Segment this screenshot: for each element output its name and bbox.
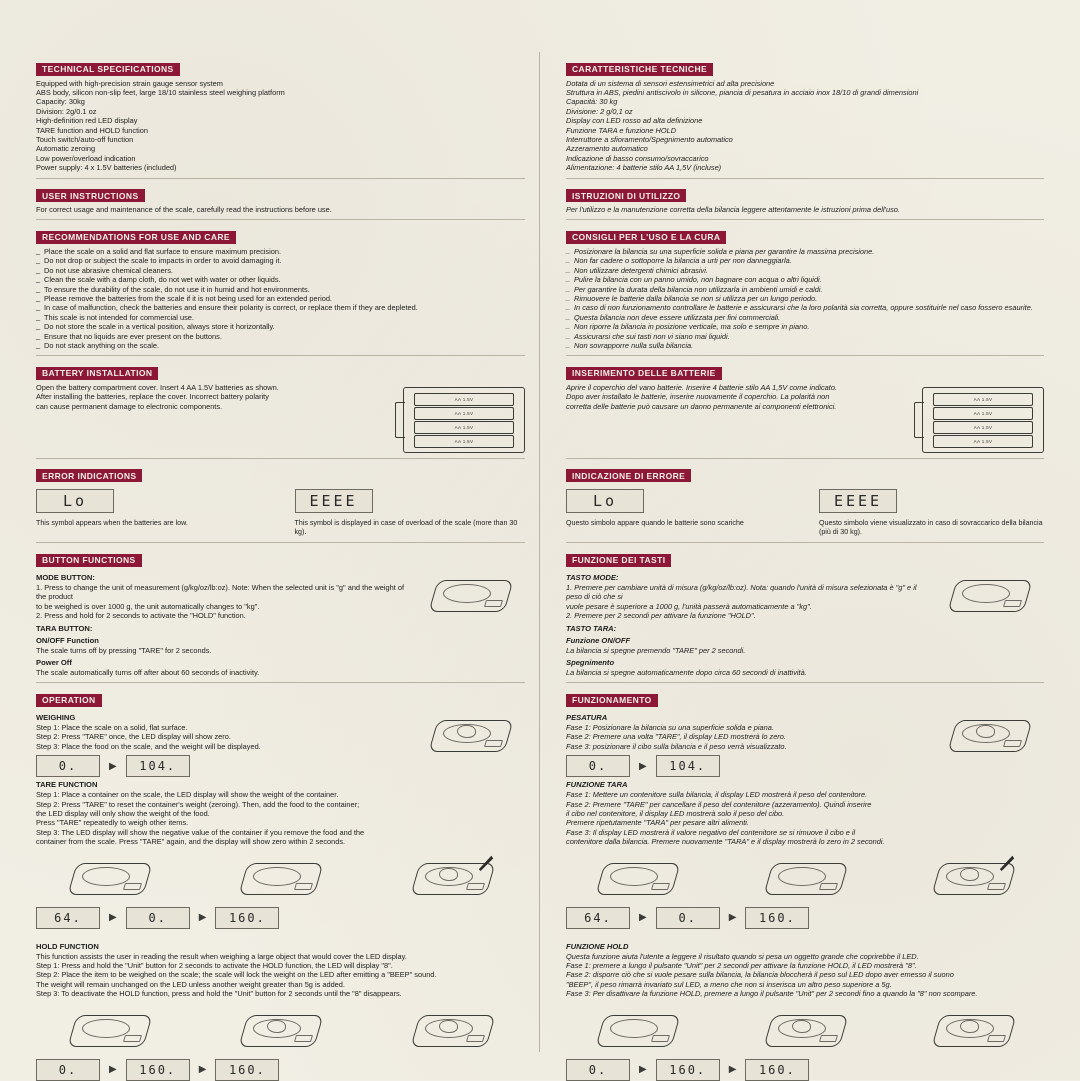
lcd-display: 64. [566, 907, 630, 929]
section-recommendations [36, 227, 525, 247]
scale-display [819, 1035, 838, 1042]
list-item: _ Posizionare la bilancia su una superficie solida e piana per garantire la massima precisione. [566, 247, 1044, 256]
error-overload [819, 489, 1044, 537]
scale-icon [930, 1007, 1016, 1053]
section-indicazione-errore [566, 466, 1044, 486]
tara-step: il cibo nel contenitore, il display LED mostrerà solo il peso del cibo. [566, 808, 785, 818]
onoff-line: La bilancia si spegne premendo "TARE" per 2 secondi. [566, 645, 746, 655]
divider [36, 355, 525, 356]
battery-line: Open the battery compartment cover. Insert 4 AA 1.5V batteries as shown. [36, 382, 279, 392]
lcd-display: 0. [656, 907, 720, 929]
hold-function-heading: HOLD FUNCTION [36, 941, 99, 951]
food-icon [439, 868, 458, 881]
food-icon [792, 1020, 811, 1033]
section-error-indications [36, 466, 525, 486]
scale-plate [962, 584, 1010, 603]
hold-step: Fase 3: Per disattivare la funzione HOLD, premere a lungo il pulsante "Unit" per 2 secondi fino a quando la "8" non scompare. [566, 989, 978, 999]
consigli-list [566, 247, 1044, 350]
list-item: _ Do not use abrasive chemical cleaners. [36, 266, 525, 275]
mode-button-line: vuole pesare è superiore a 1000 g, l'unità passerà automaticamente a "kg". [566, 601, 812, 611]
battery-line: Aprire il coperchio del vano batterie. Inserire 4 batterie stilo AA 1,5V come indicato. [566, 382, 837, 392]
battery-line: can cause permanent damage to electronic components. [36, 401, 223, 411]
list-item: _ Assicurarsi che sui tasti non vi siano mai liquidi. [566, 332, 1044, 341]
spec-line: Indicazione di basso consumo/sovraccarico [566, 153, 709, 163]
spec-line: Capacità: 30 kg [566, 97, 618, 107]
error-caption: This symbol is displayed in case of overload of the scale (more than 30 kg). [294, 519, 518, 537]
spec-line: Funzione TARA e funzione HOLD [566, 125, 677, 135]
hold-step: Step 3: To deactivate the HOLD function, press and hold the "Unit" button for 2 seconds until the "8" disappears. [36, 989, 402, 999]
scale-icon [946, 712, 1032, 758]
scale-icon [237, 1007, 323, 1053]
scale-display [651, 1035, 670, 1042]
tare-button-heading: TASTO TARA: [566, 623, 617, 633]
spec-line: Automatic zeroing [36, 144, 96, 154]
lcd-display: 160. [745, 907, 809, 929]
lcd-display: 0. [126, 907, 190, 929]
lcd-display: 160. [745, 1059, 809, 1081]
list-item: _ Do not store the scale in a vertical position, always store it horizontally. [36, 322, 525, 331]
mode-button-line: 1. Premere per cambiare unità di misura (g/kg/oz/lb:oz). Nota: quando l'unità di misura selezionata è "g" e il peso di ciò che si [566, 582, 917, 602]
scale-illustration-weighing [415, 710, 525, 760]
button-functions-block [36, 570, 525, 677]
tara-lcd-sequence [566, 907, 1044, 929]
poweroff-heading: Spegnimento [566, 657, 615, 667]
funzione-tasti-block [566, 570, 1044, 677]
list-item: _ Do not drop or subject the scale to impacts in order to avoid damaging it. [36, 256, 525, 265]
spec-line: High-definition red LED display [36, 116, 138, 126]
scale-display [484, 600, 503, 607]
arrow-icon: ▶ [109, 912, 117, 924]
list-item: _ Questa bilancia non deve essere utilizzata per fini commerciali. [566, 313, 1044, 322]
section-title: ERROR INDICATIONS [36, 469, 142, 482]
arrow-icon: ▶ [639, 760, 647, 772]
funzione-tara-heading: FUNZIONE TARA [566, 780, 628, 790]
tare-step: Press "TARE" repeatedly to weigh other items. [36, 818, 189, 828]
scale-plate [610, 1019, 658, 1038]
battery-cell-label: AA 1.5V [933, 393, 1033, 406]
battery-cell-label: AA 1.5V [414, 435, 514, 448]
section-title: FUNZIONAMENTO [566, 694, 658, 707]
recommendations-list [36, 247, 525, 350]
scale-icon [237, 855, 323, 901]
poweroff-heading: Power Off [36, 657, 72, 667]
battery-cell-label: AA 1.5V [933, 407, 1033, 420]
hold-step: "BEEP", il peso rimarrà invariato sul LED, a meno che non si inserisca un altro peso superiore a 5g. [566, 979, 892, 989]
hold-lcd-sequence [566, 1059, 1044, 1081]
section-title: TECHNICAL SPECIFICATIONS [36, 63, 180, 76]
scale-display [1003, 740, 1022, 747]
divider [36, 542, 525, 543]
scale-icon [594, 855, 680, 901]
mode-button-line: 2. Press and hold for 2 seconds to activate the "HOLD" function. [36, 611, 246, 621]
hold-lcd-sequence [36, 1059, 525, 1081]
lcd-display: 0. [36, 755, 100, 777]
divider [36, 682, 525, 683]
pesatura-text [566, 710, 924, 777]
spec-line: Dotata di un sistema di sensori estensimetrici ad alta precisione [566, 78, 775, 88]
scale-display [466, 883, 485, 890]
hold-illustrations [566, 1005, 1044, 1055]
arrow-icon: ▶ [109, 1064, 117, 1076]
scale-plate [253, 867, 301, 886]
hold-step: Fase 1: premere a lungo il pulsante "Unit" per 2 secondi per attivare la funzione HOLD, il LED mostrerà "8". [566, 960, 917, 970]
list-item: _ Per garantire la durata della bilancia non utilizzarla in ambienti umidi e caldi. [566, 285, 1044, 294]
list-item: _ Non utilizzare detergenti chimici abrasivi. [566, 266, 1044, 275]
spec-line: TARE function and HOLD function [36, 125, 149, 135]
funzione-tasti-text [566, 570, 924, 677]
mode-button-heading: TASTO MODE: [566, 572, 619, 582]
scale-display [123, 883, 142, 890]
section-technical-specifications [36, 59, 525, 79]
spec-line: Struttura in ABS, piedini antiscivolo in silicone, piancia di pesatura in acciaio inox 18/10 di grandi dimensioni [566, 87, 919, 97]
lcd-display-eeee: EEEE [295, 489, 373, 513]
scale-plate [82, 867, 130, 886]
scale-display [123, 1035, 142, 1042]
scale-display [466, 1035, 485, 1042]
spec-line: Low power/overload indication [36, 153, 136, 163]
battery-text [36, 383, 393, 411]
divider [36, 219, 525, 220]
weighing-step: Step 2: Press "TARE" once, the LED display will show zero. [36, 732, 231, 742]
spec-line: Division: 2g/0.1 oz [36, 106, 97, 116]
list-item: _ This scale is not intended for commercial use. [36, 313, 525, 322]
tara-step: Fase 2: Premere "TARE" per cancellare il peso del contenitore (azzeramento). Quindi inserire [566, 799, 872, 809]
battery-cell-label: AA 1.5V [414, 393, 514, 406]
list-item: _ Non far cadere o sottoporre la bilancia a urti per non danneggiarla. [566, 256, 1044, 265]
battery-line: After installing the batteries, replace the cover. Incorrect battery polarity [36, 392, 269, 402]
arrow-icon: ▶ [198, 912, 207, 924]
weighing-block [36, 710, 525, 777]
scale-display [294, 883, 313, 890]
scale-icon [66, 1007, 152, 1053]
two-column-layout [22, 52, 1058, 1077]
caratteristiche-body [566, 79, 1044, 173]
food-icon [960, 868, 979, 881]
scale-plate [610, 867, 658, 886]
scale-display [1003, 600, 1022, 607]
mode-button-line: 2. Premere per 2 secondi per attivare la funzione "HOLD". [566, 611, 756, 621]
spec-line: Azzeramento automatico [566, 144, 648, 154]
list-item: _ Place the scale on a solid and flat surface to ensure maximum precision. [36, 247, 525, 256]
hand-icon [998, 853, 1016, 871]
list-item: _ In case of malfunction, check the batteries and ensure their polarity is correct, or replace them if they are depleted. [36, 303, 525, 312]
funzione-hold-heading: FUNZIONE HOLD [566, 941, 629, 951]
battery-compartment-illustration [922, 387, 1044, 453]
scale-display [987, 883, 1006, 890]
spec-line: Alimentazione: 4 batterie stilo AA 1,5V (incluse) [566, 163, 722, 173]
scale-illustration-pesatura [934, 710, 1044, 760]
battery-block [566, 383, 1044, 453]
tare-step: Step 1: Place a container on the scale, the LED display will show the weight of the container. [36, 790, 339, 800]
pesatura-step: Fase 2: Premere una volta "TARE", il display LED mostrerà lo zero. [566, 732, 786, 742]
list-item: _ To ensure the durability of the scale, do not use it in humid and hot environments. [36, 285, 525, 294]
spec-line: ABS body, silicon non-slip feet, large 18/10 stainless steel weighing platform [36, 87, 285, 97]
section-funzione-tasti [566, 550, 1044, 570]
arrow-icon: ▶ [639, 1064, 647, 1076]
hold-step: Step 2: Place the item to be weighed on the scale; the scale will lock the weight on the LED after emitting a "BEEP" sound. [36, 970, 437, 980]
divider [36, 458, 525, 459]
section-title: OPERATION [36, 694, 102, 707]
scale-icon [762, 855, 848, 901]
list-item: _ In caso di non funzionamento controllare le batterie e assicurarsi che la loro polarità sia corretta, oppure sostituirle nel caso fossero esaurite. [566, 303, 1044, 312]
lcd-display-lo: Lo [36, 489, 114, 513]
section-title: INSERIMENTO DELLE BATTERIE [566, 367, 722, 380]
section-title: USER INSTRUCTIONS [36, 189, 145, 202]
spec-line: Power supply: 4 x 1.5V batteries (included) [36, 163, 177, 173]
food-icon [976, 725, 995, 738]
scale-icon [409, 1007, 495, 1053]
user-instruction-line: For correct usage and maintenance of the scale, carefully read the instructions before use. [36, 205, 332, 215]
scale-icon [594, 1007, 680, 1053]
weighing-step: Step 3: Place the food on the scale, and the weight will be displayed. [36, 741, 261, 751]
battery-cell-label: AA 1.5V [933, 435, 1033, 448]
hold-step: The weight will remain unchanged on the LED unless another weight greater than 5g is added. [36, 979, 345, 989]
tare-step: Step 3: The LED display will show the negative value of the container if you remove the food and the [36, 827, 365, 837]
battery-cell-label: AA 1.5V [933, 421, 1033, 434]
error-caption: Questo simbolo appare quando le batterie sono scariche [566, 519, 744, 528]
section-battery-installation [36, 363, 525, 383]
lcd-display: 160. [656, 1059, 720, 1081]
tare-step: container from the scale. Press "TARE" again, and the display will show zero within 2 seconds. [36, 837, 346, 847]
arrow-icon: ▶ [109, 760, 117, 772]
mode-button-line: 1. Press to change the unit of measurement (g/kg/oz/lb:oz). Note: When the selected unit is "g" and the weight of the product [36, 582, 405, 602]
spec-line: Display con LED rosso ad alta definizione [566, 116, 703, 126]
battery-cell-label: AA 1.5V [414, 421, 514, 434]
list-item: _ Non sovrapporre nulla sulla bilancia. [566, 341, 1044, 350]
weighing-lcd-sequence [36, 755, 405, 777]
error-caption: This symbol appears when the batteries are low. [36, 519, 188, 528]
scale-plate [778, 867, 826, 886]
list-item: _ Non riporre la bilancia in posizione verticale, ma solo e sempre in piano. [566, 322, 1044, 331]
spec-line: Divisione: 2 g/0,1 oz [566, 106, 633, 116]
error-low-battery [36, 489, 267, 537]
scale-display [294, 1035, 313, 1042]
scale-display [651, 883, 670, 890]
list-item: _ Please remove the batteries from the scale if it is not being used for an extended period. [36, 294, 525, 303]
section-title: RECOMMENDATIONS FOR USE AND CARE [36, 231, 236, 244]
section-inserimento-batterie [566, 363, 1044, 383]
tara-step: contenitore dalla bilancia. Premere nuovamente "TARA" e il display mostrerà lo zero in 2 secondi. [566, 837, 885, 847]
scale-icon-with-hand [930, 855, 1016, 901]
tara-step: Premere ripetutamente "TARA" per pesare altri alimenti. [566, 818, 749, 828]
error-row [36, 489, 525, 537]
divider [566, 458, 1044, 459]
food-icon [457, 725, 476, 738]
hold-intro: Questa funzione aiuta l'utente a leggere il risultato quando si pesa un oggetto grande che coprirebbe il LED. [566, 951, 919, 961]
pesatura-lcd-sequence [566, 755, 924, 777]
technical-specifications-body [36, 79, 525, 173]
spec-line: Equipped with high-precision strain gauge sensor system [36, 78, 223, 88]
onoff-line: The scale turns off by pressing "TARE" for 2 seconds. [36, 645, 212, 655]
section-istruzioni-utilizzo [566, 186, 1044, 206]
section-caratteristiche-tecniche [566, 59, 1044, 79]
section-user-instructions [36, 186, 525, 206]
hand-icon [477, 853, 495, 871]
tare-function-heading: TARE FUNCTION [36, 780, 98, 790]
pesatura-heading: PESATURA [566, 712, 608, 722]
tare-lcd-sequence [36, 907, 525, 929]
lcd-display-eeee: EEEE [819, 489, 897, 513]
mode-button-heading: MODE BUTTON: [36, 572, 95, 582]
scale-icon [427, 572, 513, 618]
section-funzionamento [566, 690, 1044, 710]
section-title: CARATTERISTICHE TECNICHE [566, 63, 713, 76]
hold-step: Step 1: Press and hold the "Unit" button for 2 seconds to activate the HOLD function, the LED will display "8". [36, 960, 393, 970]
column-english [22, 52, 540, 1077]
lcd-display: 160. [215, 907, 279, 929]
food-icon [960, 1020, 979, 1033]
poweroff-line: La bilancia si spegne automaticamente dopo circa 60 secondi di inattività. [566, 667, 807, 677]
section-title: FUNZIONE DEI TASTI [566, 554, 671, 567]
scale-display [484, 740, 503, 747]
section-operation [36, 690, 525, 710]
weighing-step: Step 1: Place the scale on a solid, flat surface. [36, 722, 188, 732]
user-instruction-line: Per l'utilizzo e la manutenzione corretta della bilancia leggere attentamente le istruzioni prima dell'uso. [566, 205, 900, 215]
list-item: _ Ensure that no liquids are ever present on the buttons. [36, 332, 525, 341]
battery-text [566, 383, 912, 411]
scale-plate [82, 1019, 130, 1038]
tare-step: Step 2: Press "TARE" to reset the container's weight (zeroing). Then, add the food to the container; [36, 799, 360, 809]
section-consigli-uso-cura [566, 227, 1044, 247]
section-title: BUTTON FUNCTIONS [36, 554, 142, 567]
hold-step: Fase 2: disporre ciò che si vuole pesare sulla bilancia, la bilancia bloccherà il peso sul LED dopo aver emesso il suono [566, 970, 954, 980]
battery-block [36, 383, 525, 453]
scale-icon [946, 572, 1032, 618]
divider [566, 355, 1044, 356]
error-overload [295, 489, 526, 537]
onoff-heading: Funzione ON/OFF [566, 635, 631, 645]
battery-line: corretta delle batterie può causare un danno permanente ai componenti elettronici. [566, 401, 837, 411]
food-icon [267, 1020, 286, 1033]
weighing-text [36, 710, 405, 777]
list-item: _ Pulire la bilancia con un panno umido, non bagnare con acqua o altri liquidi. [566, 275, 1044, 284]
pesatura-step: Fase 3: posizionare il cibo sulla bilancia e il peso verrà visualizzato. [566, 741, 787, 751]
scale-illustration-buttons [934, 570, 1044, 620]
lcd-display: 104. [126, 755, 190, 777]
error-caption: Questo simbolo viene visualizzato in caso di sovraccarico della bilancia (più di 30 kg). [819, 519, 1043, 537]
hold-illustrations [36, 1005, 525, 1055]
scale-icon-with-hand [409, 855, 495, 901]
spacer [36, 929, 525, 939]
divider [566, 219, 1044, 220]
lcd-display: 0. [566, 1059, 630, 1081]
scale-icon [427, 712, 513, 758]
battery-cell-label: AA 1.5V [414, 407, 514, 420]
arrow-icon: ▶ [728, 912, 737, 924]
tare-button-heading: TARA BUTTON: [36, 623, 93, 633]
lcd-display: 64. [36, 907, 100, 929]
tara-illustrations [566, 853, 1044, 903]
error-low-battery [566, 489, 791, 537]
section-title: CONSIGLI PER L'USO E LA CURA [566, 231, 726, 244]
list-item: _ Do not stack anything on the scale. [36, 341, 525, 350]
weighing-heading: WEIGHING [36, 712, 76, 722]
scale-plate [443, 584, 491, 603]
divider [566, 682, 1044, 683]
lcd-display-lo: Lo [566, 489, 644, 513]
list-item: _ Rimuovere le batterie dalla bilancia se non si utilizza per un lungo periodo. [566, 294, 1044, 303]
scale-display [819, 883, 838, 890]
divider [566, 542, 1044, 543]
food-icon [439, 1020, 458, 1033]
column-italian [540, 52, 1058, 1077]
section-title: BATTERY INSTALLATION [36, 367, 158, 380]
arrow-icon: ▶ [639, 912, 647, 924]
pesatura-step: Fase 1: Posizionare la bilancia su una superficie solida e piana. [566, 722, 774, 732]
lcd-display: 104. [656, 755, 720, 777]
poweroff-line: The scale automatically turns off after about 60 seconds of inactivity. [36, 667, 260, 677]
divider [36, 178, 525, 179]
scale-icon [762, 1007, 848, 1053]
spacer [566, 929, 1044, 939]
section-title: INDICAZIONE DI ERRORE [566, 469, 691, 482]
button-functions-text [36, 570, 405, 677]
tare-step: the LED display will only show the weight of the food. [36, 808, 210, 818]
arrow-icon: ▶ [198, 1064, 207, 1076]
scale-display [987, 1035, 1006, 1042]
error-row [566, 489, 1044, 537]
tare-illustrations [36, 853, 525, 903]
battery-line: Dopo aver installato le batterie, inserire nuovamente il coperchio. La polarità non [566, 392, 830, 402]
lcd-display: 0. [566, 755, 630, 777]
lcd-display: 160. [126, 1059, 190, 1081]
section-title: ISTRUZIONI DI UTILIZZO [566, 189, 686, 202]
divider [566, 178, 1044, 179]
lcd-display: 160. [215, 1059, 279, 1081]
tara-step: Fase 3: Il display LED mostrerà il valore negativo del contenitore se si rimuove il cibo e il [566, 827, 856, 837]
scale-illustration-buttons [415, 570, 525, 620]
pesatura-block [566, 710, 1044, 777]
spec-line: Capacity: 30kg [36, 97, 85, 107]
hold-intro: This function assists the user in reading the result when weighing a large object that would cover the LED display. [36, 951, 407, 961]
arrow-icon: ▶ [728, 1064, 737, 1076]
list-item: _ Clean the scale with a damp cloth, do not wet with water or other liquids. [36, 275, 525, 284]
spec-line: Interruttore a sfioramento/Spegnimento automatico [566, 134, 733, 144]
onoff-heading: ON/OFF Function [36, 635, 99, 645]
mode-button-line: to be weighed is over 1000 g, the unit automatically changes to "kg". [36, 601, 260, 611]
spec-line: Touch switch/auto-off function [36, 134, 134, 144]
lcd-display: 0. [36, 1059, 100, 1081]
section-button-functions [36, 550, 525, 570]
tara-step: Fase 1: Mettere un contenitore sulla bilancia, il display LED mostrerà il peso del contenitore. [566, 790, 868, 800]
battery-compartment-illustration [403, 387, 525, 453]
scale-icon [66, 855, 152, 901]
